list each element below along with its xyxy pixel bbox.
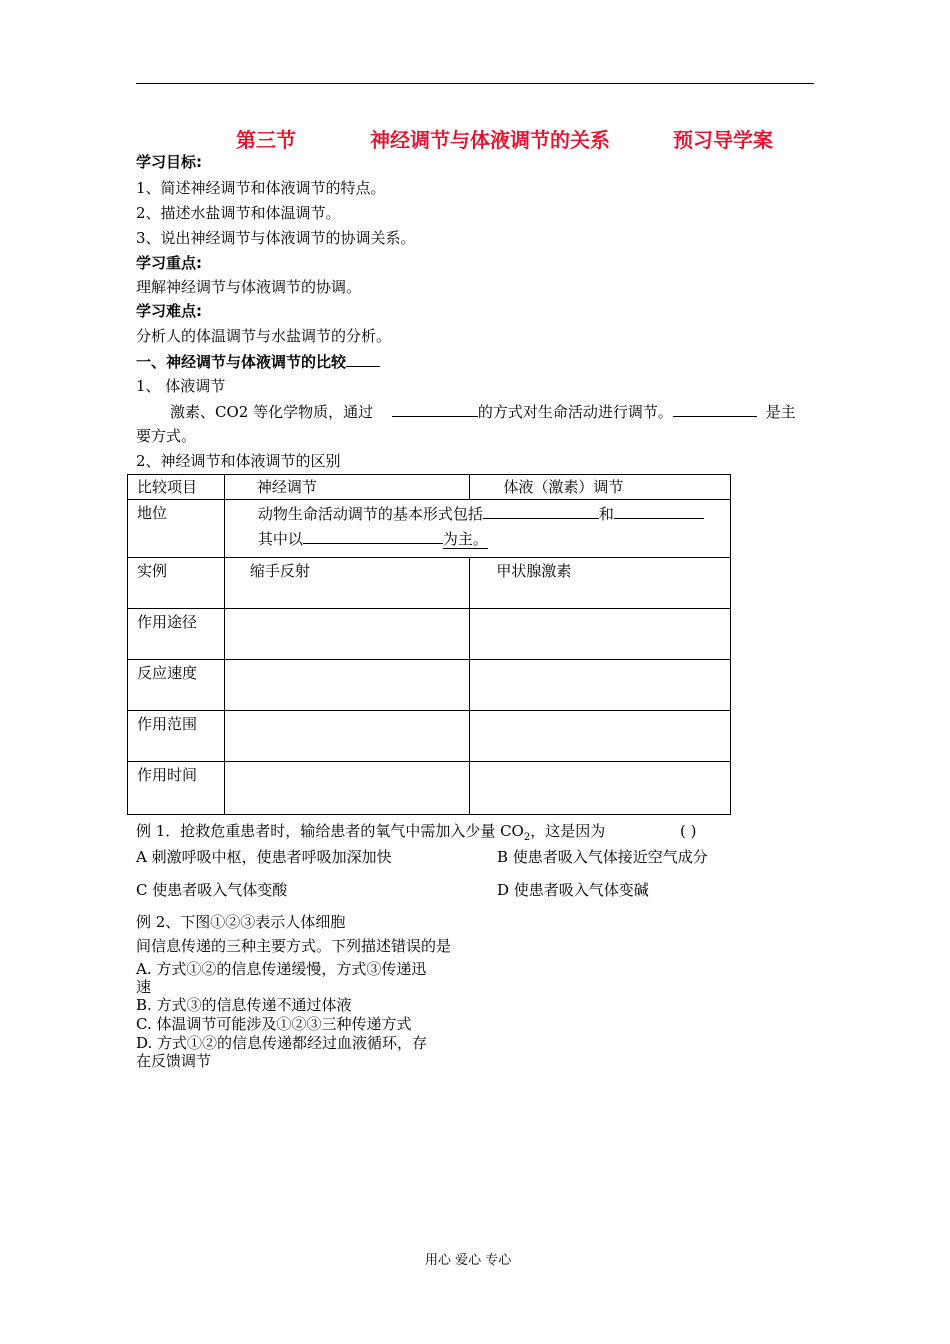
answer-cell[interactable] (470, 609, 731, 660)
page-footer: 用心 爱心 专心 (425, 1253, 512, 1268)
goal-item: 3、说出神经调节与体液调节的协调关系。 (136, 229, 416, 247)
subsection-humoral: 1、 体液调节 (136, 377, 226, 395)
fill-text-b: 的方式对生命活动进行调节。 (477, 403, 673, 421)
example2-line: 间信息传递的三种主要方式。下列描述错误的是 (136, 937, 452, 955)
section-heading-text: 一、神经调节与体液调节的比较 (136, 353, 347, 371)
example-humoral-cell: 甲状腺激素 (470, 558, 731, 609)
section-heading (136, 352, 380, 371)
goal-item: 1、简述神经调节和体液调节的特点。 (136, 179, 386, 197)
example2-line: 在反馈调节 (136, 1052, 212, 1070)
answer-cell[interactable] (224, 660, 470, 711)
comparison-table (127, 474, 731, 815)
answer-cell[interactable] (470, 762, 731, 815)
fill-in-sentence (170, 402, 796, 421)
heading-underline (346, 352, 380, 367)
fill-text-c: 是主 (765, 403, 796, 421)
status-and: 和 (598, 505, 614, 523)
table-row-label: 作用时间 (128, 762, 225, 815)
difficulty-heading: 学习难点: (136, 302, 202, 320)
header-rule (136, 83, 814, 84)
example2-line: A. 方式①②的信息传递缓慢，方式③传递迅 (136, 960, 427, 978)
table-row (128, 500, 731, 558)
answer-cell[interactable] (224, 711, 470, 762)
answer-blank[interactable] (303, 529, 443, 544)
example-neural-cell: 缩手反射 (224, 558, 470, 609)
answer-blank[interactable] (392, 402, 478, 417)
table-header-cell: 比较项目 (128, 475, 225, 500)
table-row (128, 609, 731, 660)
table-row-label: 作用途径 (128, 609, 225, 660)
table-row (128, 762, 731, 815)
example2-line: C. 体温调节可能涉及①②③三种传递方式 (136, 1015, 412, 1033)
answer-cell[interactable] (224, 762, 470, 815)
fill-text-a: 激素、CO2 等化学物质，通过 (170, 403, 374, 421)
title-doc-type: 预习导学案 (673, 128, 773, 152)
co2-subscript: 2 (523, 832, 531, 843)
example1-option-b: B 使患者吸入气体接近空气成分 (497, 848, 708, 866)
table-row (128, 711, 731, 762)
table-row-label: 作用范围 (128, 711, 225, 762)
status-line-2 (258, 527, 730, 552)
answer-blank[interactable] (483, 504, 599, 519)
table-row (128, 660, 731, 711)
table-header-cell: 神经调节 (224, 475, 470, 500)
example1-question-tail: ，这是因为 (530, 822, 606, 840)
status-text: 为主。 (442, 530, 488, 548)
example1-option-c: C 使患者吸入气体变酸 (136, 881, 288, 899)
example1-question (136, 822, 605, 847)
table-header-cell: 体液（激素）调节 (470, 475, 731, 500)
difficulty-text: 分析人的体温调节与水盐调节的分析。 (136, 327, 392, 345)
table-header-row (128, 475, 731, 500)
table-row-label: 实例 (128, 558, 225, 609)
status-text: 其中以 (257, 530, 303, 548)
status-text: 动物生命活动调节的基本形式包括 (257, 505, 483, 523)
answer-cell[interactable] (470, 660, 731, 711)
title-topic: 神经调节与体液调节的关系 (370, 128, 610, 152)
subsection-difference: 2、神经调节和体液调节的区别 (136, 452, 341, 470)
key-text: 理解神经调节与体液调节的协调。 (136, 278, 362, 296)
title-section-number: 第三节 (236, 128, 296, 152)
answer-cell[interactable] (224, 609, 470, 660)
answer-blank[interactable] (673, 402, 757, 417)
table-row-label: 地位 (128, 500, 225, 558)
goal-item: 2、描述水盐调节和体温调节。 (136, 204, 341, 222)
status-line-1 (258, 502, 730, 527)
example2-line: B. 方式③的信息传递不通过体液 (136, 996, 352, 1014)
example2-line: 例 2、下图①②③表示人体细胞 (136, 913, 346, 931)
status-cell (224, 500, 730, 558)
table-row (128, 558, 731, 609)
table-row-label: 反应速度 (128, 660, 225, 711)
answer-blank[interactable] (614, 504, 704, 519)
key-heading: 学习重点: (136, 254, 202, 272)
example1-question-text: 例 1．抢救危重患者时，输给患者的氧气中需加入少量 CO (136, 822, 524, 840)
example1-option-a: A 刺激呼吸中枢，使患者呼吸加深加快 (136, 848, 392, 866)
example2-line: D. 方式①②的信息传递都经过血液循环，存 (136, 1034, 428, 1052)
fill-text-d: 要方式。 (136, 427, 197, 445)
answer-cell[interactable] (470, 711, 731, 762)
goals-heading: 学习目标: (136, 153, 202, 171)
example1-option-d: D 使患者吸入气体变碱 (497, 881, 649, 899)
example2-line: 速 (136, 978, 152, 996)
answer-parentheses[interactable]: ( ) (680, 822, 697, 840)
